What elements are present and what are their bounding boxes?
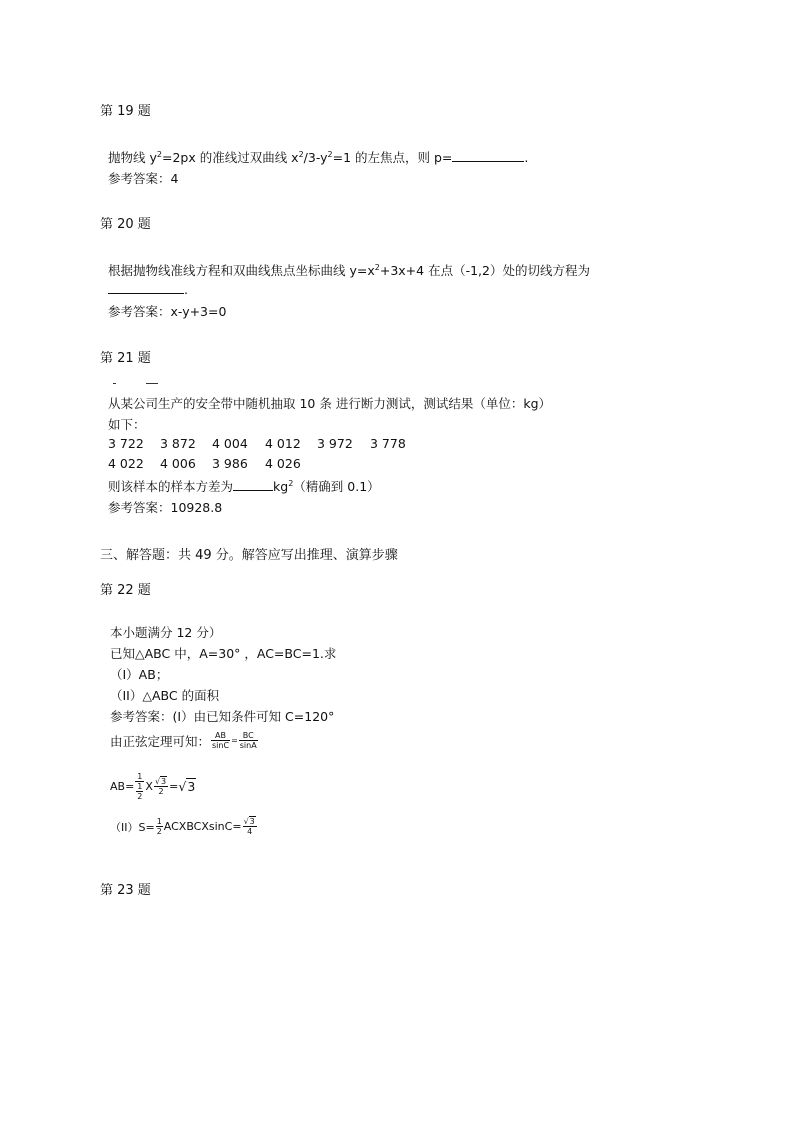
data-value: 4 006 xyxy=(160,456,196,471)
question-22-ab-result xyxy=(110,772,196,801)
artifact-mark xyxy=(146,383,158,384)
question-21-answer: 参考答案：10928.8 xyxy=(108,500,223,515)
data-value: 3 778 xyxy=(370,436,406,451)
question-19-heading: 第 19 题 xyxy=(100,104,151,119)
law-of-sines-label: 由正弦定理可知： xyxy=(110,733,211,749)
question-21-line1: 从某公司生产的安全带中随机抽取 10 条 进行断力测试，测试结果（单位：kg） xyxy=(108,396,552,411)
sqrt-3: √3 xyxy=(178,779,196,794)
data-value: 3 972 xyxy=(317,436,353,451)
fraction-half: $\frac{1}{2}$ xyxy=(156,817,162,836)
question-22-area xyxy=(110,817,258,836)
answer-blank xyxy=(108,281,184,294)
question-22-line3: （I）AB； xyxy=(110,667,169,682)
data-value: 3 872 xyxy=(160,436,196,451)
question-21-line2: 如下： xyxy=(108,417,146,432)
fraction-bc-over-sina: $\frac{BC}{\sin A}$ xyxy=(239,731,257,750)
q21-text-c: （精确到 0.1） xyxy=(293,479,380,494)
ab-prefix: AB= xyxy=(110,780,135,793)
question-20-text: 根据抛物线准线方程和双曲线焦点坐标曲线 $y=x^2+3x+4$ 在点（-1,2）处的切线方程为 xyxy=(108,263,590,278)
q19-text-c: /3-y xyxy=(303,150,328,165)
question-22-heading: 第 22 题 xyxy=(100,583,151,598)
question-19-answer: 参考答案：4 xyxy=(108,171,179,186)
data-value: 3 986 xyxy=(212,456,248,471)
data-row-1 xyxy=(108,436,406,451)
area-expression: ACXBCXsinC= xyxy=(163,820,242,833)
question-21-heading: 第 21 题 xyxy=(100,351,151,366)
question-19-text: 抛物线 $y^2=2px$ 的准线过双曲线 $x^2/3-y^2=1$ 的左焦点，则 p= . xyxy=(108,150,529,165)
question-22-line2: 已知△ABC 中，A=30° ，AC=BC=1.求 xyxy=(110,646,337,661)
q19-text-b: =2px 的准线过双曲线 x xyxy=(161,150,299,165)
area-prefix: （II）S= xyxy=(110,820,155,834)
data-value: 4 004 xyxy=(212,436,248,451)
artifact-mark xyxy=(113,383,116,384)
question-21-question: 则该样本的样本方差为 $kg^2$（精确到 0.1） xyxy=(108,479,380,494)
q19-text-d: =1 的左焦点，则 p= xyxy=(332,150,453,165)
q19-text-end: . xyxy=(524,150,529,165)
question-22-line1: 本小题满分 12 分） xyxy=(110,625,222,640)
question-22-answer1: 参考答案：(I）由已知条件可知 C=120° xyxy=(110,709,335,724)
data-value: 4 022 xyxy=(108,456,144,471)
nested-fraction: $\frac{1}{2}$ xyxy=(137,782,143,801)
data-value: 4 012 xyxy=(265,436,301,451)
data-row-2 xyxy=(108,456,301,471)
question-20-answer: 参考答案：x-y+3=0 xyxy=(108,304,227,319)
question-22-answer2: 由正弦定理可知： $\frac{AB}{\sin C}$ = $\frac{BC}{\sin A}$ xyxy=(110,731,257,750)
question-23-heading: 第 23 题 xyxy=(100,883,151,898)
question-22-line4: （II）△ABC 的面积 xyxy=(110,688,220,703)
q20-text-a: 根据抛物线准线方程和双曲线焦点坐标曲线 y=x xyxy=(108,263,375,278)
times-sign: X xyxy=(145,780,153,793)
fraction-root3-over-4: $\frac{√3}{4}$ xyxy=(243,817,255,836)
q20-text-b: +3x+4 在点（-1,2）处的切线方程为 xyxy=(379,263,590,278)
section-title: 三、解答题：共 49 分。解答应写出推理、演算步骤 xyxy=(100,548,398,563)
fraction-one-over-half: $\frac{1}{\frac{1}{2}}$ xyxy=(137,772,143,801)
data-value: 3 722 xyxy=(108,436,144,451)
q20-text-end: . xyxy=(184,282,188,297)
q21-unit: kg xyxy=(273,479,289,494)
answer-blank xyxy=(452,149,524,162)
question-20-blank-line xyxy=(108,281,188,297)
data-value: 4 026 xyxy=(265,456,301,471)
equals-sign: = xyxy=(169,780,179,793)
q19-text-a: 抛物线 y xyxy=(108,150,157,165)
q21-text-a: 则该样本的样本方差为 xyxy=(108,479,234,494)
question-20-heading: 第 20 题 xyxy=(100,217,151,232)
answer-blank xyxy=(233,478,273,491)
fraction-ab-over-sinc: $\frac{AB}{\sin C}$ xyxy=(212,731,230,750)
fraction-root3-over-2: $\frac{√3}{2}$ xyxy=(154,777,167,796)
